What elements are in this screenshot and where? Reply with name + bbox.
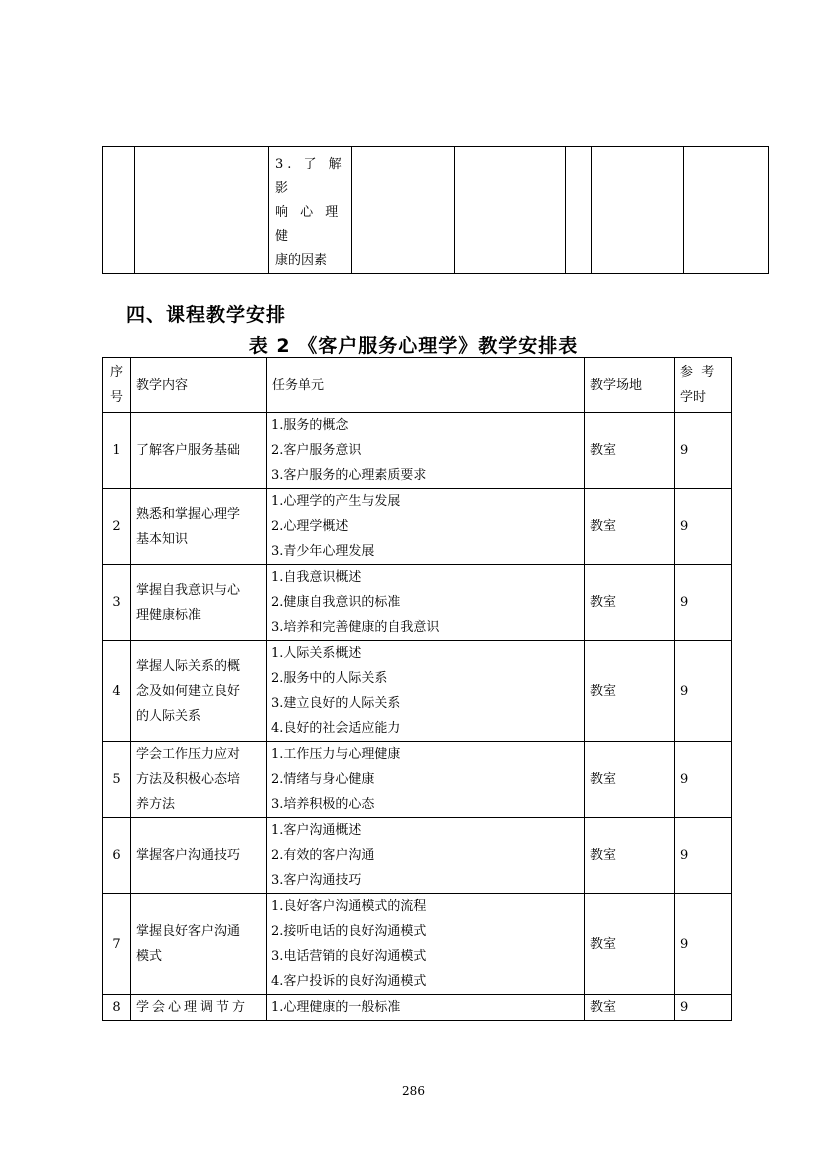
row-tasks [267, 818, 585, 894]
row-tasks [267, 995, 585, 1021]
continued-content-cell [269, 147, 352, 274]
header-hours [675, 358, 732, 413]
task-item: 2.情绪与身心健康 [271, 772, 375, 787]
row-tasks [267, 894, 585, 995]
row-seq: 7 [103, 894, 131, 995]
row-venue: 教室 [585, 413, 675, 489]
header-seq [103, 358, 131, 413]
row-seq: 5 [103, 742, 131, 818]
content-line: 的人际关系 [136, 708, 202, 724]
content-line: 念及如何建立良好 [136, 683, 241, 699]
row-content [131, 818, 267, 894]
section-heading: 四、课程教学安排 [126, 304, 287, 326]
task-item: 3.培养积极的心态 [271, 797, 375, 812]
table-row [103, 742, 732, 818]
table-row [103, 413, 732, 489]
row-venue: 教室 [585, 995, 675, 1021]
table-row [103, 565, 732, 641]
empty-cell [684, 147, 769, 274]
task-item: 2.健康自我意识的标准 [271, 595, 401, 610]
row-venue: 教室 [585, 489, 675, 565]
task-item: 1.心理健康的一般标准 [271, 1000, 401, 1015]
empty-cell [566, 147, 592, 274]
task-item: 3.电话营销的良好沟通模式 [271, 949, 427, 964]
row-hours: 9 [675, 742, 732, 818]
row-seq: 8 [103, 995, 131, 1021]
table-row [103, 995, 732, 1021]
row-tasks [267, 641, 585, 742]
row-hours: 9 [675, 413, 732, 489]
task-item: 4.客户投诉的良好沟通模式 [271, 974, 427, 989]
task-item: 3.青少年心理发展 [271, 544, 375, 559]
header-seq-line: 序 [109, 365, 123, 380]
row-tasks [267, 565, 585, 641]
row-seq: 3 [103, 565, 131, 641]
content-line: 熟悉和掌握心理学 [136, 506, 241, 522]
table-row [103, 641, 732, 742]
task-item: 3.客户沟通技巧 [271, 873, 362, 888]
row-hours: 9 [675, 641, 732, 742]
content-line: 理健康标准 [136, 607, 202, 623]
task-item: 1.良好客户沟通模式的流程 [271, 899, 427, 914]
task-item: 2.有效的客户沟通 [271, 848, 375, 863]
header-seq-line: 号 [109, 390, 123, 405]
row-venue: 教室 [585, 818, 675, 894]
task-item: 3.培养和完善健康的自我意识 [271, 620, 440, 635]
task-item: 2.服务中的人际关系 [271, 671, 388, 686]
table-row [103, 818, 732, 894]
task-item: 1.客户沟通概述 [271, 823, 362, 838]
row-content [131, 413, 267, 489]
task-item: 1.服务的概念 [271, 418, 349, 433]
continued-table [102, 146, 769, 274]
task-item: 1.工作压力与心理健康 [271, 747, 401, 762]
content-line: 养方法 [136, 797, 176, 812]
row-hours: 9 [675, 818, 732, 894]
table-header-row [103, 358, 732, 413]
content-line: 学会工作压力应对 [136, 747, 241, 762]
row-hours: 9 [675, 894, 732, 995]
cell-line: 康的因素 [275, 253, 328, 268]
empty-cell [455, 147, 566, 274]
row-seq: 6 [103, 818, 131, 894]
content-line: 方法及积极心态培 [136, 772, 241, 787]
empty-cell [592, 147, 684, 274]
cell-line: 3. 了 解 影 [275, 157, 346, 196]
header-venue: 教学场地 [585, 358, 675, 413]
header-hours-line: 学时 [680, 390, 707, 405]
table-title: 表 2 《客户服务心理学》教学安排表 [248, 335, 579, 357]
page-number: 286 [402, 1084, 425, 1098]
row-seq: 4 [103, 641, 131, 742]
content-line: 学会心理调节方 [136, 1000, 249, 1015]
task-item: 3.客户服务的心理素质要求 [271, 468, 427, 483]
task-item: 2.客户服务意识 [271, 443, 362, 458]
content-line: 掌握客户沟通技巧 [136, 848, 241, 863]
header-content: 教学内容 [131, 358, 267, 413]
content-line: 掌握人际关系的概 [136, 658, 241, 674]
task-item: 1.自我意识概述 [271, 570, 362, 585]
row-content [131, 742, 267, 818]
row-venue: 教室 [585, 641, 675, 742]
header-tasks: 任务单元 [267, 358, 585, 413]
empty-cell [135, 147, 269, 274]
content-line: 基本知识 [136, 531, 189, 547]
header-hours-line: 参 考 [680, 365, 715, 380]
task-item: 3.建立良好的人际关系 [271, 696, 401, 711]
content-line: 掌握良好客户沟通 [136, 924, 241, 939]
table-row [103, 489, 732, 565]
row-content [131, 995, 267, 1021]
task-item: 1.心理学的产生与发展 [271, 494, 401, 509]
empty-cell [352, 147, 455, 274]
row-seq: 1 [103, 413, 131, 489]
teaching-schedule-table [102, 357, 732, 1021]
empty-cell [103, 147, 135, 274]
row-hours: 9 [675, 995, 732, 1021]
row-venue: 教室 [585, 742, 675, 818]
task-item: 2.接听电话的良好沟通模式 [271, 924, 427, 939]
task-item: 4.良好的社会适应能力 [271, 721, 401, 736]
row-content [131, 641, 267, 742]
row-venue: 教室 [585, 565, 675, 641]
row-hours: 9 [675, 565, 732, 641]
row-tasks [267, 413, 585, 489]
row-content [131, 894, 267, 995]
row-hours: 9 [675, 489, 732, 565]
row-seq: 2 [103, 489, 131, 565]
content-line: 了解客户服务基础 [136, 443, 241, 458]
task-item: 1.人际关系概述 [271, 646, 362, 661]
content-line: 模式 [136, 949, 163, 964]
cell-line: 响 心 理 健 [275, 205, 343, 244]
row-venue: 教室 [585, 894, 675, 995]
row-tasks [267, 489, 585, 565]
row-content [131, 565, 267, 641]
content-line: 掌握自我意识与心 [136, 582, 241, 598]
row-tasks [267, 742, 585, 818]
row-content [131, 489, 267, 565]
table-row [103, 894, 732, 995]
task-item: 2.心理学概述 [271, 519, 349, 534]
